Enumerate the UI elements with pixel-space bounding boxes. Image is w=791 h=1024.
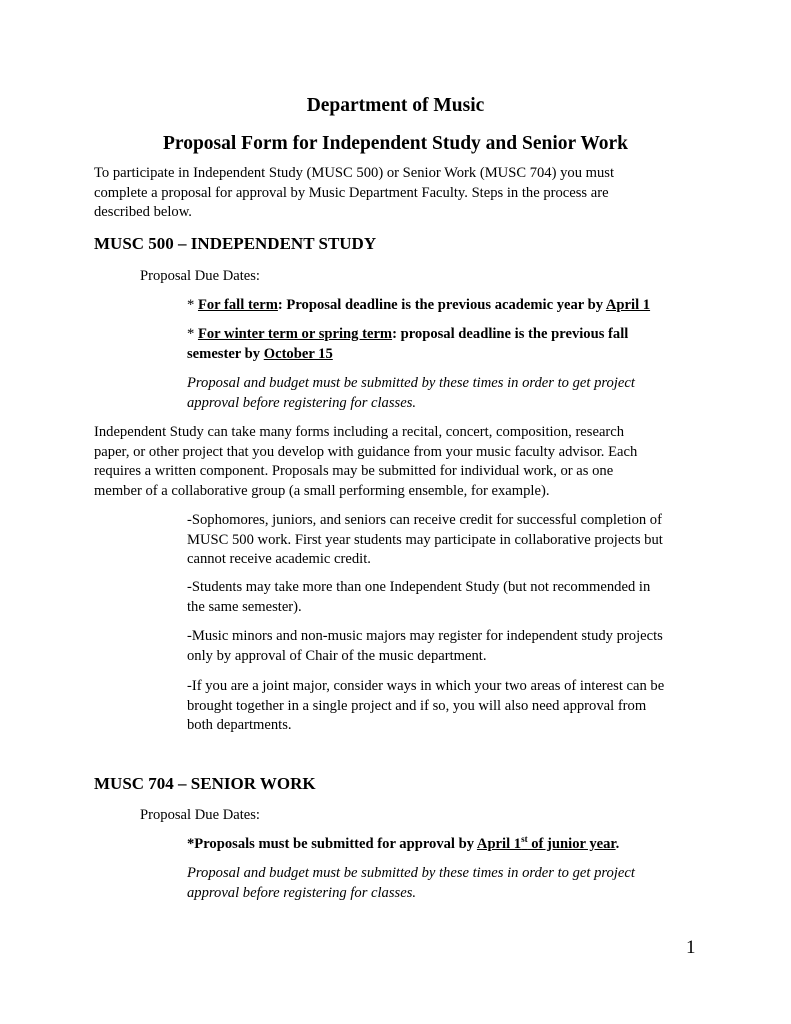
minors-line: -Music minors and non-music majors may register for independent study projects: [187, 628, 663, 644]
due-dates-label-704: Proposal Due Dates:: [140, 807, 260, 823]
senior-work-deadline: [187, 835, 707, 855]
description-line: Independent Study can take many forms including a recital, concert, composition, research: [94, 424, 625, 440]
winter-deadline-text2: semester by: [187, 345, 264, 362]
joint-major-line: both departments.: [187, 717, 292, 734]
intro-line: complete a proposal for approval by Music Department Faculty. Steps in the process are: [94, 184, 609, 201]
deadline-date-text: April 1: [476, 836, 522, 852]
eligibility-item: [187, 511, 707, 570]
intro-paragraph: [94, 164, 614, 223]
page-title: Department of Music: [306, 95, 485, 116]
fall-deadline-date: April 1: [605, 297, 651, 313]
description-line: member of a collaborative group (a small performing ensemble, for example).: [94, 482, 550, 499]
deadline-period: .: [615, 836, 620, 852]
note-line: approval before registering for classes.: [187, 394, 417, 411]
bullet-star: *: [187, 326, 198, 342]
minors-line: only by approval of Chair of the music department.: [187, 647, 487, 664]
page-subtitle: Proposal Form for Independent Study and Senior Work: [162, 133, 629, 154]
fall-deadline: [187, 296, 707, 316]
submission-note: [187, 374, 707, 413]
eligibility-line: cannot receive academic credit.: [187, 551, 371, 568]
joint-major-item: [187, 677, 707, 736]
multiple-study-line: -Students may take more than one Independent Study (but not recommended in: [187, 579, 651, 595]
joint-major-line: brought together in a single project and if so, you will also need approval from: [187, 697, 647, 714]
note-line: Proposal and budget must be submitted by these times in order to get project: [187, 865, 635, 881]
multiple-study-line: the same semester).: [187, 598, 302, 615]
description-paragraph: [94, 423, 637, 501]
description-line: paper, or other project that you develop with guidance from your music faculty advisor. Each: [94, 443, 638, 460]
section-heading-musc500: MUSC 500 – INDEPENDENT STUDY: [94, 234, 377, 253]
fall-term-label: For fall term: [197, 297, 278, 313]
intro-line: To participate in Independent Study (MUSC 500) or Senior Work (MUSC 704) you must: [94, 165, 615, 181]
winter-term-label: For winter term or spring term: [197, 326, 393, 342]
page-number: 1: [686, 937, 696, 958]
bullet-star: *: [187, 297, 198, 313]
note-line: Proposal and budget must be submitted by these times in order to get project: [187, 375, 635, 391]
section-heading-musc704: MUSC 704 – SENIOR WORK: [94, 774, 316, 793]
deadline-prefix: *Proposals must be submitted for approval by: [187, 836, 477, 852]
fall-deadline-text: : Proposal deadline is the previous academic year by: [277, 297, 606, 313]
minors-item: [187, 627, 707, 666]
winter-deadline-text: : proposal deadline is the previous fall: [392, 326, 629, 342]
submission-note-704: [187, 864, 707, 903]
eligibility-line: MUSC 500 work. First year students may participate in collaborative projects but: [187, 531, 663, 548]
deadline-suffix: of junior year: [527, 836, 616, 852]
winter-deadline-date: October 15: [263, 345, 333, 362]
eligibility-line: -Sophomores, juniors, and seniors can receive credit for successful completion of: [187, 512, 662, 528]
deadline-date: [477, 836, 616, 852]
joint-major-line: -If you are a joint major, consider ways in which your two areas of interest can be: [187, 678, 665, 694]
note-line: approval before registering for classes.: [187, 884, 417, 901]
description-line: requires a written component. Proposals may be submitted for individual work, or as one: [94, 463, 614, 480]
intro-line: described below.: [94, 204, 192, 221]
winter-deadline: [187, 325, 707, 364]
multiple-study-item: [187, 578, 707, 617]
due-dates-label: Proposal Due Dates:: [140, 268, 260, 284]
deadline-date-suffix: st: [521, 834, 528, 845]
